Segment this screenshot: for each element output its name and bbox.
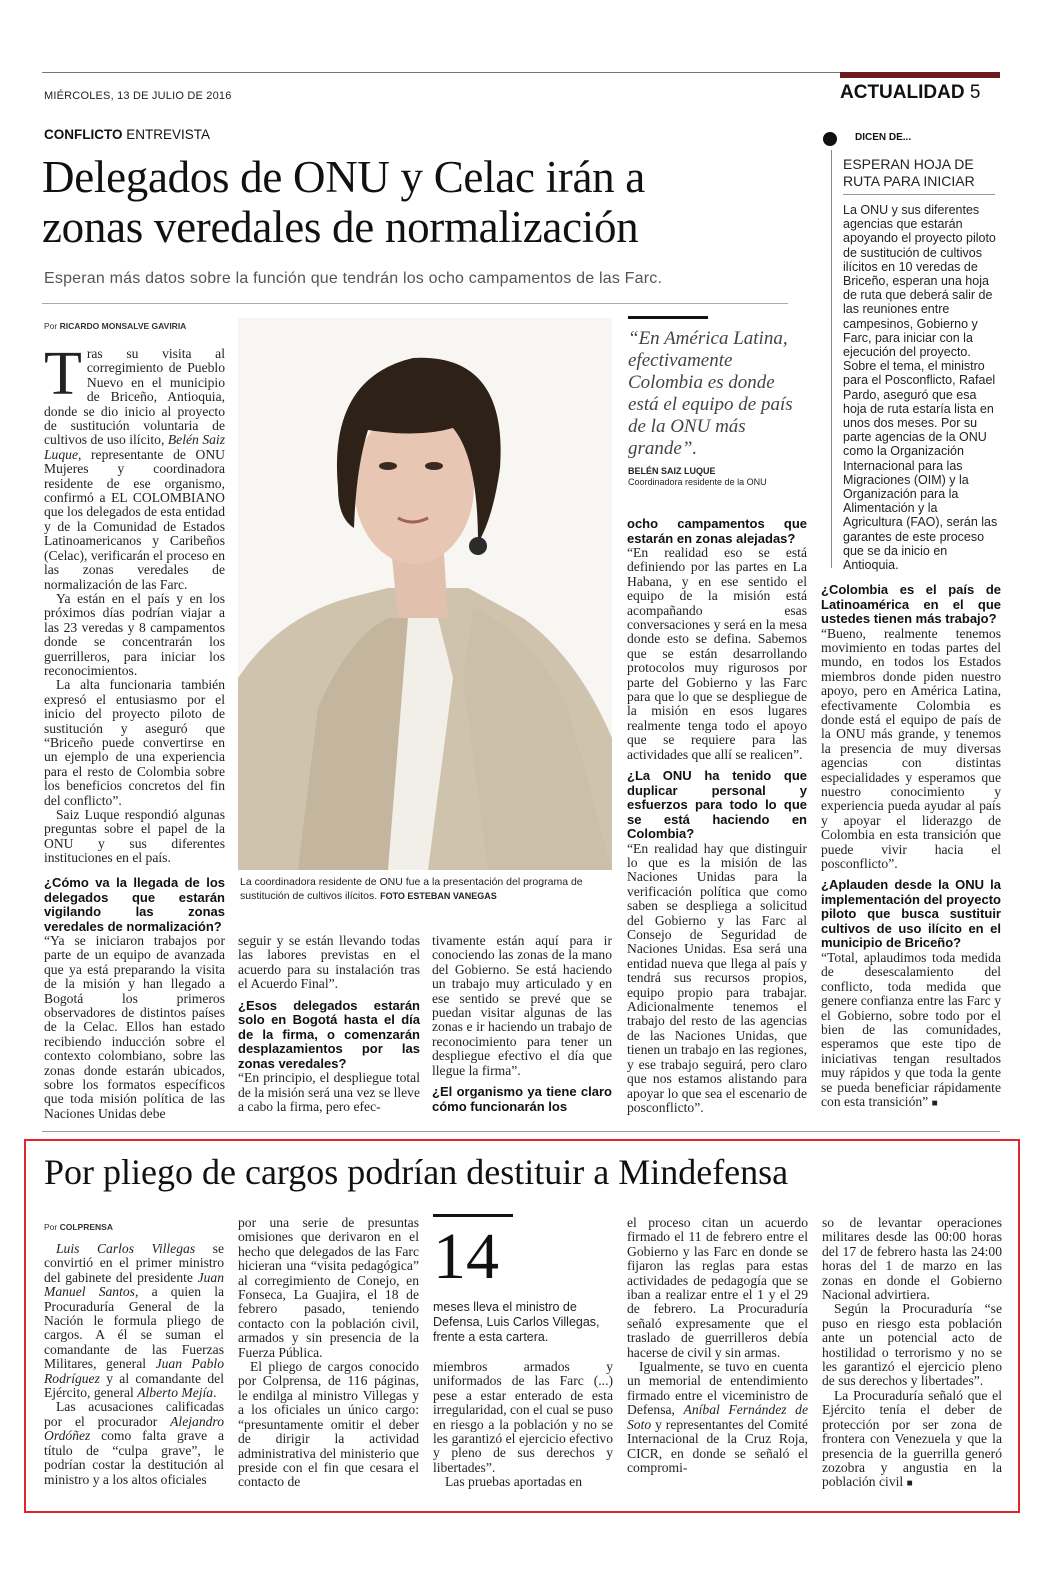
question: ¿El organismo ya tiene claro cómo funcionarán los xyxy=(432,1084,612,1114)
subhead: Esperan más datos sobre la función que tendrán los ocho campamentos de las Farc. xyxy=(44,270,663,287)
stat-number: 14 xyxy=(433,1220,499,1293)
sidebar-vertical-rule xyxy=(831,150,832,568)
paragraph: Las pruebas aportadas en xyxy=(445,1474,583,1490)
answer: “Total, aplaudimos toda medida de desescalamiento del conflicto, toda medida que genere confianza entre las Farc y el Gobierno, sobre todo por el bien de las comunidades, esperamos que este tipo de iniciativas tengan resultados muy rápidos y que toda la gente se pueda beneficiar rápidamente con esta transición” ■ xyxy=(821,949,1001,1109)
answer: tivamente están aquí para ir conociendo las zonas de la mano del Gobierno. Se está haciendo un trabajo muy articulado y en ese sentido se prevé que se puedan visitar algunas de las zonas e ir haciendo un trabajo de reconocimiento para tener un despliegue efectivo el día que llegue la firma”. xyxy=(432,934,612,1078)
pullquote-role: Coordinadora residente de la ONU xyxy=(628,477,767,487)
photo-caption xyxy=(240,876,610,903)
caption-text: La coordinadora residente de ONU fue a la presentación del programa de sustitución de cultivos ilícitos. xyxy=(240,876,583,902)
paragraph: Saiz Luque respondió algunas preguntas sobre el papel de la ONU y sus diferentes instituciones en el país. xyxy=(44,807,225,866)
article1-column-5 xyxy=(821,583,1001,1127)
drop-cap: T xyxy=(44,347,82,408)
pullquote: “En América Latina, efectivamente Colombia es donde está el equipo de país de la ONU más grande”. xyxy=(628,328,793,459)
person-name: Belén Saiz Luque xyxy=(44,432,225,462)
question: ¿Aplauden desde la ONU la implementación del proyecto piloto que busca sustituir cultivos de uso ilícito en el municipio de Briceño? xyxy=(821,877,1001,951)
main-headline xyxy=(42,152,645,252)
answer: “En realidad hay que distinguir lo que es la misión de las Naciones Unidas para la verificación política que como saben se despliega a solicitud del Gobierno y las Farc al Consejo de Seguridad de Naciones Unidas. Esa será una entidad nueva que llega al país y tendrá sus recursos propios, equipo propio para trabajar. Adicionalmente tenemos el trabajo del resto de las agencias de las Naciones Unidas, que tienen un trabajo en las regiones, y ese trabajo seguirá, pero claro que nos estamos alistando para apoyar lo que sea el escenario de posconflicto”. xyxy=(627,840,807,1115)
woman-portrait-illustration xyxy=(238,318,612,870)
article2-headline: Por pliego de cargos podrían destituir a Mindefensa xyxy=(44,1152,789,1192)
headline-line-1: Delegados de ONU y Celac irán a xyxy=(42,152,645,202)
photo-credit: FOTO ESTEBAN VANEGAS xyxy=(380,890,497,901)
article1-column-3 xyxy=(432,934,612,1124)
pullquote-attribution xyxy=(628,466,798,488)
byline xyxy=(44,321,186,331)
byline-prefix: Por xyxy=(44,1222,58,1232)
article1-column-1-lower xyxy=(44,876,225,1123)
paragraph: Ya están en el país y en los próximos días podrían viajar a las 23 veredas y 8 campamentos donde se concentrarán los guerrilleros, para iniciar los reconocimientos. xyxy=(44,590,225,678)
pullquote-name: BELÉN SAIZ LUQUE xyxy=(628,466,716,476)
section-bar xyxy=(840,72,1000,78)
stat-text: meses lleva el ministro de Defensa, Luis Carlos Villegas, frente a esta cartera. xyxy=(433,1300,600,1344)
article2-column-5 xyxy=(822,1216,1002,1501)
question: ¿Colombia es el país de Latinoamérica en el que ustedes tienen más trabajo? xyxy=(821,583,1001,626)
paragraph: el proceso citan un acuerdo firmado el 11 de febrero entre el Gobierno y las Farc en donde se fijaron las reglas para estas actividades de pedagogía que se iban a realizar entre el 1 y el 29 de febrero. La Procuraduría señaló expresamente que el traslado de guerrilleros debía hacerse de civil y sin armas. xyxy=(627,1216,808,1360)
section-name: ACTUALIDAD xyxy=(840,82,965,103)
portrait-photo xyxy=(238,318,612,870)
article2-byline xyxy=(44,1222,113,1232)
article1-column-1: Tras su visita al corregimiento de Pueblo Nuevo en el municipio de Briceño, Antioquia, donde se dio inicio al proyecto de sustitución voluntaria de cultivos de uso ilícito, Belén Saiz Luque, representante de ONU Mujeres y coordinadora residente de ese organismo, confirmó a EL COLOMBIANO que los delegados de esta entidad y de la Comunidad de Estados Latinoamericanos y Caribeños (Celac), verificarán el proceso en las zonas veredales de normalización de las Farc. Ya están en el país y en los próximos días podrían viajar a las 23 veredas y 8 campamentos donde se concentrarán los guerrilleros, para iniciar los reconocimientos. La alta funcionaria también expresó el entusiasmo por el inicio del proyecto piloto de sustitución y aseguró que “Briceño puede convertirse en un ejemplo de una experiencia para el resto de Colombia sobre los beneficios concretos del fin del conflicto”. Saiz Luque respondió algunas preguntas sobre el papel de la ONU y sus diferentes instituciones en el país. xyxy=(44,347,225,866)
answer: seguir y se están llevando todas las labores previstas en el acuerdo para su instalación tras el Acuerdo Final”. xyxy=(238,934,420,992)
kicker-bold: CONFLICTO xyxy=(44,127,123,142)
headline-line-2: zonas veredales de normalización xyxy=(42,202,639,252)
sidebar-title: ESPERAN HOJA DE RUTA PARA INICIAR xyxy=(843,156,975,189)
sidebar-title-rule xyxy=(843,194,995,195)
question: ¿Cómo va la llegada de los delegados que estarán vigilando las zonas veredales de normalización? xyxy=(44,876,225,934)
page-date: MIÉRCOLES, 13 DE JULIO DE 2016 xyxy=(44,90,232,102)
kicker xyxy=(44,127,210,142)
byline-name: RICARDO MONSALVE GAVIRIA xyxy=(59,321,187,331)
paragraph: La alta funcionaria también expresó el entusiasmo por el inicio del proyecto piloto de sustitución y aseguró que “Briceño puede convertirse en un ejemplo de una experiencia para el resto de Colombia sobre los beneficios concretos del fin del conflicto”. xyxy=(44,677,225,808)
article1-column-2 xyxy=(238,934,420,1124)
article-divider xyxy=(42,1131,1000,1132)
kicker-light: ENTREVISTA xyxy=(126,127,211,142)
byline-prefix: Por xyxy=(44,321,58,331)
article2-column-4: el proceso citan un acuerdo firmado el 11 de febrero entre el Gobierno y las Farc en donde se fijaron las reglas para estas actividades de pedagogía que se iban a realizar entre el 1 y el 29 de febrero. La Procuraduría señaló expresamente que el traslado de guerrilleros debía hacerse de civil y sin armas. Igualmente, se tuvo en cuenta un memorial de entendimiento firmado entre el viceministro de Defensa, Aníbal Fernández de Soto y representantes del Comité Internacional de la Cruz Roja, CICR, en donde se señaló el compromi- xyxy=(627,1216,808,1475)
subhead-rule xyxy=(42,303,788,304)
page-number: 5 xyxy=(969,82,981,103)
paragraph: so de levantar operaciones militares desde las 00:00 horas del 17 de febrero hasta las 24:00 horas del 1 de marzo en las zonas en donde el Gobierno Nacional advirtiera. xyxy=(822,1216,1002,1303)
end-mark: ■ xyxy=(906,1478,913,1490)
byline-name: COLPRENSA xyxy=(59,1222,113,1232)
answer: “Bueno, realmente tenemos movimiento en todas partes del mundo, en todos los Estados miembros donde piden nuestro apoyo, pero en América Latina, efectivamente Colombia es donde está el equipo de país de la ONU más grande, y tenemos la presencia de muy diversas agencias con distintas especialidades y esperamos que nuestro conocimiento y experiencia pueda ayudar al país y apoyar el liderazgo de Colombia en esta transición que puede vivir hacia el posconflicto”. xyxy=(821,625,1001,871)
end-mark: ■ xyxy=(931,1097,938,1109)
article2-column-2 xyxy=(238,1216,419,1501)
article1-column-4 xyxy=(627,517,807,1127)
paragraph: La Procuraduría señaló que el Ejército tenía el deber de protección por ser zona de frontera con Venezuela y que la presencia de la guerrilla generó zozobra y angustia en la población civil ■ xyxy=(822,1387,1002,1490)
paragraph: por una serie de presuntas omisiones que derivaron en el hecho que delegados de las Farc hicieran una “visita pedagógica” al corregimiento de Conejo, en Fonseca, La Guajira, el 18 de febrero pasado, teniendo contacto con la población civil, armados y sin presencia de la Fuerza Pública. xyxy=(238,1216,419,1360)
article2-column-1: Luis Carlos Villegas se convirtió en el primer ministro del gabinete del presidente Juan Manuel Santos, a quien la Procuraduría General de la Nación le formula pliego de cargos. A él se suman el comandante de las Fuerzas Militares, general Juan Pablo Rodríguez y al comandante del Ejército, general Alberto Mejía. Las acusaciones calificadas por el procurador Alejandro Ordóñez como falta grave a título de “culpa grave”, le podrían costar la destitución al ministro y a los altos oficiales xyxy=(44,1242,224,1487)
sidebar-box xyxy=(823,128,1003,574)
section-header xyxy=(840,82,980,104)
article2-column-3 xyxy=(433,1360,613,1501)
answer: “En principio, el despliegue total de la misión será una vez se lleve a cabo la firma, pero efec- xyxy=(238,1070,420,1114)
answer: “En realidad eso se está definiendo por las partes en La Habana, y en ese sentido el equipo de la misión está acompañando esas conversaciones y será en la mesa donde esto se defina. Sabemos que se están desarrollando protocolos muy rigurosos por parte del Gobierno y las Farc para que lo que se despliegue de la misión en esos lugares realmente tenga todo el apoyo que se requiere para las actividades que allí se realicen”. xyxy=(627,545,807,762)
question: ocho campamentos que estarán en zonas alejadas? xyxy=(627,517,807,546)
sidebar-icon xyxy=(823,132,837,146)
answer: “Ya se iniciaron trabajos por parte de un equipo de avanzada que ya está preparando la visita de la misión y han llegado a Bogotá los primeros observadores de distintos países de la Celac. Ellos han estado recibiendo inducción sobre el contexto colombiano, sobre las zonas donde estarán ubicados, sobre los formatos específicos que toda misión política de las Naciones Unidas debe xyxy=(44,933,225,1121)
paragraph: El pliego de cargos conocido por Colprensa, de 116 páginas, le endilga al ministro Villegas y a los oficiales un único cargo: “presuntamente omitir el deber de dirigir la actividad administrativa del ministerio que preside con el fin que cesara el contacto de xyxy=(238,1359,419,1490)
paragraph: Según la Procuraduría “se puso en riesgo esta población ante un potencial acto de hostilidad o terrorismo y no se les garantizó el ejercicio pleno de sus derechos y libertades”. xyxy=(822,1301,1002,1389)
pullquote-rule xyxy=(628,316,708,319)
question: ¿La ONU ha tenido que duplicar personal y esfuerzos para todo lo que se está haciendo en Colombia? xyxy=(627,768,807,842)
sidebar-label: DICEN DE... xyxy=(855,132,912,143)
sidebar-body: La ONU y sus diferentes agencias que estarán apoyando el proyecto piloto de sustitución de cultivos ilícitos en 10 veredas de Briceño, esperan una hoja de ruta que deberá salir de las reuniones entre campesinos, Gobierno y Farc, para iniciar con la ejecución del proyecto. Sobre el tema, el ministro para el Posconflicto, Rafael Pardo, aseguró que esa hoja de ruta estaría lista en unos dos meses. Por su parte agencias de la ONU como la Organización Internacional para las Migraciones (OIM) y la Organización para la Alimentación y la Agricultura (FAO), serán las garantes de este proceso que se da inicio en Antioquia. xyxy=(843,203,998,573)
stat-rule xyxy=(433,1214,513,1217)
question: ¿Esos delegados estarán solo en Bogotá hasta el día de la firma, o comenzarán desplazamientos por las zonas veredales? xyxy=(238,997,420,1071)
paragraph: miembros armados y uniformados de las Farc (...) pese a estar enterado de esta irregularidad, con el cual se puso en riesgo a la población y no se les garantizó el ejercicio efectivo y pleno de sus derechos y libertades”. xyxy=(433,1360,613,1475)
